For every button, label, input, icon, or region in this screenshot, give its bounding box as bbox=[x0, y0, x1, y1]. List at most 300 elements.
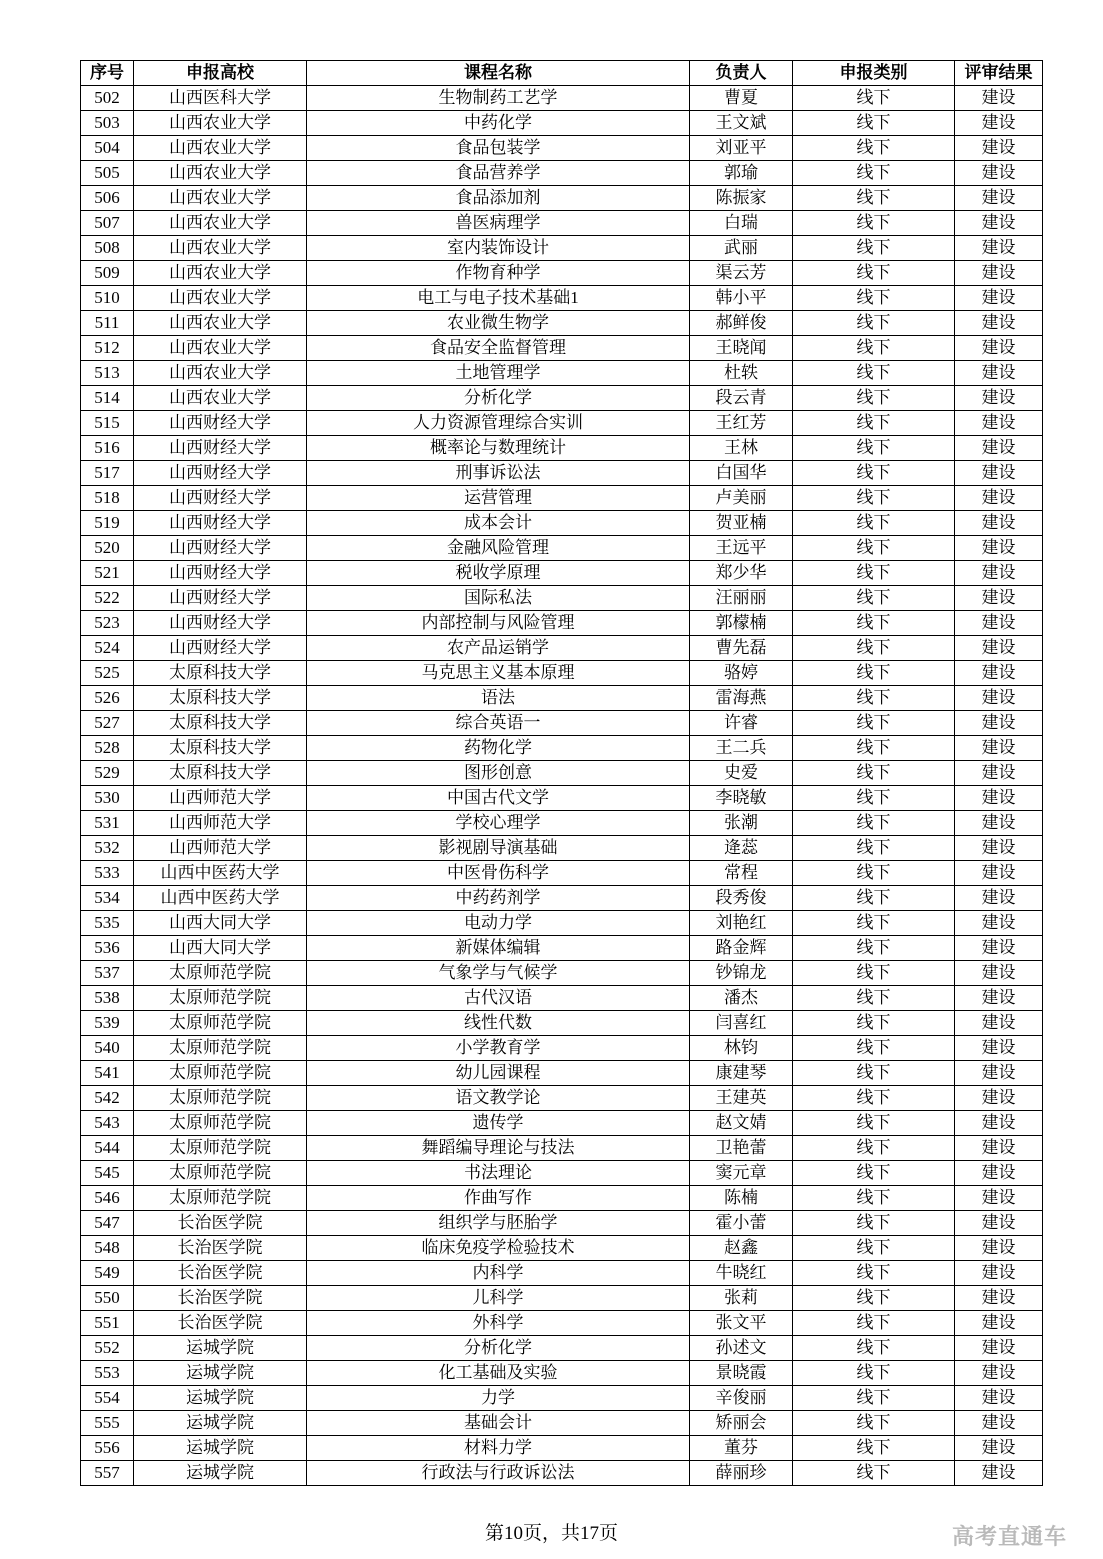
table-cell: 语法 bbox=[307, 686, 690, 711]
table-cell: 景晓霞 bbox=[690, 1361, 793, 1386]
table-cell: 山西中医药大学 bbox=[134, 886, 307, 911]
table-cell: 建设 bbox=[955, 811, 1043, 836]
table-cell: 线下 bbox=[793, 86, 955, 111]
table-cell: 土地管理学 bbox=[307, 361, 690, 386]
table-cell: 建设 bbox=[955, 586, 1043, 611]
table-row bbox=[81, 1361, 1043, 1386]
table-cell: 线下 bbox=[793, 236, 955, 261]
table-cell: 小学教育学 bbox=[307, 1036, 690, 1061]
table-cell: 太原师范学院 bbox=[134, 1011, 307, 1036]
table-cell: 电动力学 bbox=[307, 911, 690, 936]
table-cell: 中医骨伤科学 bbox=[307, 861, 690, 886]
table-cell: 长治医学院 bbox=[134, 1236, 307, 1261]
table-cell: 太原师范学院 bbox=[134, 1186, 307, 1211]
table-cell: 508 bbox=[81, 236, 134, 261]
table-row bbox=[81, 186, 1043, 211]
table-cell: 材料力学 bbox=[307, 1436, 690, 1461]
table-cell: 510 bbox=[81, 286, 134, 311]
table-cell: 太原科技大学 bbox=[134, 711, 307, 736]
table-cell: 528 bbox=[81, 736, 134, 761]
table-cell: 线下 bbox=[793, 261, 955, 286]
table-cell: 食品营养学 bbox=[307, 161, 690, 186]
table-cell: 郝鲜俊 bbox=[690, 311, 793, 336]
table-cell: 雷海燕 bbox=[690, 686, 793, 711]
table-cell: 运城学院 bbox=[134, 1461, 307, 1486]
table-cell: 520 bbox=[81, 536, 134, 561]
table-cell: 儿科学 bbox=[307, 1286, 690, 1311]
table-cell: 535 bbox=[81, 911, 134, 936]
table-cell: 建设 bbox=[955, 786, 1043, 811]
table-cell: 线下 bbox=[793, 386, 955, 411]
table-cell: 建设 bbox=[955, 486, 1043, 511]
table-row bbox=[81, 261, 1043, 286]
table-cell: 线性代数 bbox=[307, 1011, 690, 1036]
table-cell: 线下 bbox=[793, 161, 955, 186]
table-cell: 运城学院 bbox=[134, 1336, 307, 1361]
table-cell: 建设 bbox=[955, 911, 1043, 936]
table-cell: 512 bbox=[81, 336, 134, 361]
table-cell: 521 bbox=[81, 561, 134, 586]
table-cell: 线下 bbox=[793, 586, 955, 611]
table-cell: 山西财经大学 bbox=[134, 636, 307, 661]
table-cell: 建设 bbox=[955, 636, 1043, 661]
table-cell: 学校心理学 bbox=[307, 811, 690, 836]
table-cell: 建设 bbox=[955, 261, 1043, 286]
table-cell: 张潮 bbox=[690, 811, 793, 836]
table-cell: 内部控制与风险管理 bbox=[307, 611, 690, 636]
table-row bbox=[81, 511, 1043, 536]
table-cell: 山西财经大学 bbox=[134, 461, 307, 486]
table-cell: 太原师范学院 bbox=[134, 961, 307, 986]
table-cell: 辛俊丽 bbox=[690, 1386, 793, 1411]
table-cell: 外科学 bbox=[307, 1311, 690, 1336]
table-cell: 张莉 bbox=[690, 1286, 793, 1311]
table-row bbox=[81, 661, 1043, 686]
table-cell: 作曲写作 bbox=[307, 1186, 690, 1211]
table-cell: 食品添加剂 bbox=[307, 186, 690, 211]
table-cell: 建设 bbox=[955, 1211, 1043, 1236]
table-row bbox=[81, 536, 1043, 561]
table-cell: 遗传学 bbox=[307, 1111, 690, 1136]
table-cell: 线下 bbox=[793, 736, 955, 761]
table-cell: 新媒体编辑 bbox=[307, 936, 690, 961]
table-cell: 山西农业大学 bbox=[134, 186, 307, 211]
table-cell: 线下 bbox=[793, 686, 955, 711]
table-row bbox=[81, 1061, 1043, 1086]
table-cell: 山西财经大学 bbox=[134, 411, 307, 436]
table-cell: 建设 bbox=[955, 686, 1043, 711]
table-cell: 建设 bbox=[955, 1286, 1043, 1311]
table-cell: 建设 bbox=[955, 511, 1043, 536]
table-cell: 运城学院 bbox=[134, 1436, 307, 1461]
table-cell: 赵文婧 bbox=[690, 1111, 793, 1136]
table-row bbox=[81, 636, 1043, 661]
table-cell: 线下 bbox=[793, 611, 955, 636]
table-cell: 536 bbox=[81, 936, 134, 961]
table-cell: 建设 bbox=[955, 1311, 1043, 1336]
table-cell: 542 bbox=[81, 1086, 134, 1111]
table-row bbox=[81, 311, 1043, 336]
table-cell: 建设 bbox=[955, 1336, 1043, 1361]
table-row bbox=[81, 411, 1043, 436]
table-cell: 太原师范学院 bbox=[134, 1036, 307, 1061]
column-header: 评审结果 bbox=[955, 61, 1043, 86]
table-cell: 内科学 bbox=[307, 1261, 690, 1286]
table-cell: 线下 bbox=[793, 186, 955, 211]
table-row bbox=[81, 786, 1043, 811]
table-cell: 线下 bbox=[793, 786, 955, 811]
table-row bbox=[81, 336, 1043, 361]
table-cell: 534 bbox=[81, 886, 134, 911]
table-cell: 化工基础及实验 bbox=[307, 1361, 690, 1386]
table-cell: 539 bbox=[81, 1011, 134, 1036]
table-cell: 牛晓红 bbox=[690, 1261, 793, 1286]
table-cell: 王二兵 bbox=[690, 736, 793, 761]
table-row bbox=[81, 1211, 1043, 1236]
table-cell: 王文斌 bbox=[690, 111, 793, 136]
table-cell: 557 bbox=[81, 1461, 134, 1486]
table-cell: 语文教学论 bbox=[307, 1086, 690, 1111]
table-cell: 建设 bbox=[955, 136, 1043, 161]
table-cell: 农业微生物学 bbox=[307, 311, 690, 336]
table-cell: 建设 bbox=[955, 336, 1043, 361]
table-cell: 线下 bbox=[793, 836, 955, 861]
table-row bbox=[81, 1311, 1043, 1336]
table-row bbox=[81, 861, 1043, 886]
table-cell: 山西农业大学 bbox=[134, 236, 307, 261]
table-row bbox=[81, 961, 1043, 986]
table-cell: 线下 bbox=[793, 461, 955, 486]
table-cell: 金融风险管理 bbox=[307, 536, 690, 561]
table-cell: 540 bbox=[81, 1036, 134, 1061]
table-row bbox=[81, 486, 1043, 511]
table-cell: 505 bbox=[81, 161, 134, 186]
table-cell: 太原科技大学 bbox=[134, 686, 307, 711]
table-row bbox=[81, 1236, 1043, 1261]
table-cell: 线下 bbox=[793, 986, 955, 1011]
table-cell: 山西师范大学 bbox=[134, 811, 307, 836]
table-row bbox=[81, 361, 1043, 386]
table-cell: 山西大同大学 bbox=[134, 936, 307, 961]
table-cell: 国际私法 bbox=[307, 586, 690, 611]
column-header: 负责人 bbox=[690, 61, 793, 86]
table-cell: 533 bbox=[81, 861, 134, 886]
table-cell: 影视剧导演基础 bbox=[307, 836, 690, 861]
table-row bbox=[81, 1286, 1043, 1311]
table-cell: 线下 bbox=[793, 361, 955, 386]
table-cell: 线下 bbox=[793, 1161, 955, 1186]
table-cell: 建设 bbox=[955, 1236, 1043, 1261]
table-cell: 刘亚平 bbox=[690, 136, 793, 161]
table-cell: 541 bbox=[81, 1061, 134, 1086]
table-cell: 建设 bbox=[955, 561, 1043, 586]
table-row bbox=[81, 86, 1043, 111]
table-cell: 汪丽丽 bbox=[690, 586, 793, 611]
table-cell: 室内装饰设计 bbox=[307, 236, 690, 261]
table-cell: 郭瑜 bbox=[690, 161, 793, 186]
table-cell: 运城学院 bbox=[134, 1361, 307, 1386]
table-cell: 线下 bbox=[793, 761, 955, 786]
table-row bbox=[81, 1186, 1043, 1211]
table-cell: 太原师范学院 bbox=[134, 1136, 307, 1161]
table-row bbox=[81, 736, 1043, 761]
table-cell: 建设 bbox=[955, 1161, 1043, 1186]
table-cell: 建设 bbox=[955, 1136, 1043, 1161]
table-row bbox=[81, 1386, 1043, 1411]
table-cell: 山西财经大学 bbox=[134, 536, 307, 561]
table-cell: 531 bbox=[81, 811, 134, 836]
table-cell: 线下 bbox=[793, 1111, 955, 1136]
table-cell: 曹夏 bbox=[690, 86, 793, 111]
table-cell: 513 bbox=[81, 361, 134, 386]
table-cell: 线下 bbox=[793, 1236, 955, 1261]
watermark-text: 高考直通车 bbox=[951, 1524, 1067, 1549]
table-cell: 线下 bbox=[793, 636, 955, 661]
table-row bbox=[81, 211, 1043, 236]
table-cell: 建设 bbox=[955, 1461, 1043, 1486]
course-review-table bbox=[80, 60, 1043, 1486]
table-cell: 525 bbox=[81, 661, 134, 686]
table-cell: 建设 bbox=[955, 386, 1043, 411]
table-cell: 潘杰 bbox=[690, 986, 793, 1011]
table-cell: 551 bbox=[81, 1311, 134, 1336]
table-body bbox=[81, 86, 1043, 1486]
table-cell: 建设 bbox=[955, 1061, 1043, 1086]
table-cell: 线下 bbox=[793, 336, 955, 361]
table-cell: 太原科技大学 bbox=[134, 761, 307, 786]
table-cell: 山西财经大学 bbox=[134, 511, 307, 536]
table-cell: 线下 bbox=[793, 886, 955, 911]
table-row bbox=[81, 886, 1043, 911]
table-row bbox=[81, 1336, 1043, 1361]
table-cell: 李晓敏 bbox=[690, 786, 793, 811]
table-cell: 518 bbox=[81, 486, 134, 511]
table-cell: 陈楠 bbox=[690, 1186, 793, 1211]
table-cell: 孙述文 bbox=[690, 1336, 793, 1361]
table-cell: 线下 bbox=[793, 1136, 955, 1161]
table-cell: 线下 bbox=[793, 311, 955, 336]
table-cell: 线下 bbox=[793, 1036, 955, 1061]
table-cell: 力学 bbox=[307, 1386, 690, 1411]
table-cell: 523 bbox=[81, 611, 134, 636]
table-cell: 矫丽会 bbox=[690, 1411, 793, 1436]
table-cell: 线下 bbox=[793, 661, 955, 686]
table-cell: 504 bbox=[81, 136, 134, 161]
table-row bbox=[81, 911, 1043, 936]
table-cell: 中药化学 bbox=[307, 111, 690, 136]
table-cell: 王红芳 bbox=[690, 411, 793, 436]
table-cell: 路金辉 bbox=[690, 936, 793, 961]
table-cell: 太原师范学院 bbox=[134, 1061, 307, 1086]
table-cell: 建设 bbox=[955, 1111, 1043, 1136]
table-cell: 山西中医药大学 bbox=[134, 861, 307, 886]
table-cell: 成本会计 bbox=[307, 511, 690, 536]
table-cell: 许睿 bbox=[690, 711, 793, 736]
table-cell: 薛丽珍 bbox=[690, 1461, 793, 1486]
table-cell: 503 bbox=[81, 111, 134, 136]
table-cell: 线下 bbox=[793, 436, 955, 461]
table-cell: 王林 bbox=[690, 436, 793, 461]
table-cell: 建设 bbox=[955, 711, 1043, 736]
table-cell: 书法理论 bbox=[307, 1161, 690, 1186]
table-cell: 线下 bbox=[793, 286, 955, 311]
table-cell: 山西农业大学 bbox=[134, 286, 307, 311]
table-cell: 舞蹈编导理论与技法 bbox=[307, 1136, 690, 1161]
table-cell: 建设 bbox=[955, 936, 1043, 961]
table-row bbox=[81, 1136, 1043, 1161]
table-cell: 502 bbox=[81, 86, 134, 111]
table-row bbox=[81, 811, 1043, 836]
table-cell: 基础会计 bbox=[307, 1411, 690, 1436]
table-cell: 作物育种学 bbox=[307, 261, 690, 286]
table-cell: 线下 bbox=[793, 1411, 955, 1436]
table-cell: 钞锦龙 bbox=[690, 961, 793, 986]
table-row bbox=[81, 1261, 1043, 1286]
table-cell: 郭檬楠 bbox=[690, 611, 793, 636]
table-cell: 山西财经大学 bbox=[134, 436, 307, 461]
table-row bbox=[81, 611, 1043, 636]
table-cell: 线下 bbox=[793, 411, 955, 436]
table-cell: 生物制药工艺学 bbox=[307, 86, 690, 111]
table-cell: 线下 bbox=[793, 511, 955, 536]
table-cell: 农产品运销学 bbox=[307, 636, 690, 661]
table-cell: 税收学原理 bbox=[307, 561, 690, 586]
table-cell: 王晓闻 bbox=[690, 336, 793, 361]
table-cell: 分析化学 bbox=[307, 386, 690, 411]
table-cell: 长治医学院 bbox=[134, 1311, 307, 1336]
table-row bbox=[81, 561, 1043, 586]
table-cell: 线下 bbox=[793, 561, 955, 586]
table-cell: 建设 bbox=[955, 961, 1043, 986]
table-cell: 547 bbox=[81, 1211, 134, 1236]
table-cell: 山西医科大学 bbox=[134, 86, 307, 111]
table-cell: 524 bbox=[81, 636, 134, 661]
table-cell: 中药药剂学 bbox=[307, 886, 690, 911]
table-cell: 建设 bbox=[955, 1086, 1043, 1111]
table-cell: 建设 bbox=[955, 111, 1043, 136]
table-row bbox=[81, 1111, 1043, 1136]
table-cell: 山西师范大学 bbox=[134, 786, 307, 811]
table-cell: 538 bbox=[81, 986, 134, 1011]
table-cell: 运城学院 bbox=[134, 1411, 307, 1436]
table-cell: 山西农业大学 bbox=[134, 261, 307, 286]
table-cell: 554 bbox=[81, 1386, 134, 1411]
table-cell: 建设 bbox=[955, 661, 1043, 686]
table-cell: 537 bbox=[81, 961, 134, 986]
table-cell: 山西农业大学 bbox=[134, 361, 307, 386]
table-cell: 522 bbox=[81, 586, 134, 611]
table-cell: 山西财经大学 bbox=[134, 561, 307, 586]
table-cell: 长治医学院 bbox=[134, 1286, 307, 1311]
table-cell: 线下 bbox=[793, 1286, 955, 1311]
table-header-row bbox=[81, 61, 1043, 86]
table-cell: 线下 bbox=[793, 911, 955, 936]
table-cell: 康建琴 bbox=[690, 1061, 793, 1086]
table-cell: 山西财经大学 bbox=[134, 486, 307, 511]
table-cell: 中国古代文学 bbox=[307, 786, 690, 811]
table-cell: 山西农业大学 bbox=[134, 336, 307, 361]
table-cell: 赵鑫 bbox=[690, 1236, 793, 1261]
table-cell: 常程 bbox=[690, 861, 793, 886]
table-row bbox=[81, 1161, 1043, 1186]
table-cell: 线下 bbox=[793, 1386, 955, 1411]
table-cell: 山西农业大学 bbox=[134, 211, 307, 236]
table-cell: 山西农业大学 bbox=[134, 111, 307, 136]
table-cell: 建设 bbox=[955, 436, 1043, 461]
table-cell: 古代汉语 bbox=[307, 986, 690, 1011]
table-cell: 贺亚楠 bbox=[690, 511, 793, 536]
table-cell: 太原师范学院 bbox=[134, 1161, 307, 1186]
table-cell: 555 bbox=[81, 1411, 134, 1436]
table-cell: 545 bbox=[81, 1161, 134, 1186]
table-cell: 段秀俊 bbox=[690, 886, 793, 911]
table-row bbox=[81, 386, 1043, 411]
table-cell: 553 bbox=[81, 1361, 134, 1386]
table-cell: 建设 bbox=[955, 886, 1043, 911]
table-cell: 段云青 bbox=[690, 386, 793, 411]
table-cell: 线下 bbox=[793, 486, 955, 511]
table-cell: 546 bbox=[81, 1186, 134, 1211]
table-cell: 山西农业大学 bbox=[134, 161, 307, 186]
table-cell: 线下 bbox=[793, 1436, 955, 1461]
table-cell: 516 bbox=[81, 436, 134, 461]
table-cell: 马克思主义基本原理 bbox=[307, 661, 690, 686]
table-cell: 线下 bbox=[793, 1311, 955, 1336]
table-cell: 白瑞 bbox=[690, 211, 793, 236]
table-cell: 线下 bbox=[793, 961, 955, 986]
table-row bbox=[81, 136, 1043, 161]
table-cell: 刘艳红 bbox=[690, 911, 793, 936]
table-cell: 分析化学 bbox=[307, 1336, 690, 1361]
table-cell: 线下 bbox=[793, 861, 955, 886]
table-cell: 兽医病理学 bbox=[307, 211, 690, 236]
table-cell: 建设 bbox=[955, 161, 1043, 186]
table-cell: 组织学与胚胎学 bbox=[307, 1211, 690, 1236]
table-cell: 线下 bbox=[793, 1186, 955, 1211]
table-cell: 行政法与行政诉讼法 bbox=[307, 1461, 690, 1486]
table-cell: 507 bbox=[81, 211, 134, 236]
table-cell: 线下 bbox=[793, 936, 955, 961]
table-row bbox=[81, 1461, 1043, 1486]
table-cell: 郑少华 bbox=[690, 561, 793, 586]
table-cell: 527 bbox=[81, 711, 134, 736]
table-cell: 食品安全监督管理 bbox=[307, 336, 690, 361]
table-cell: 建设 bbox=[955, 86, 1043, 111]
table-cell: 山西农业大学 bbox=[134, 311, 307, 336]
table-cell: 线下 bbox=[793, 1261, 955, 1286]
table-cell: 霍小蕾 bbox=[690, 1211, 793, 1236]
page-number-footer: 第10页，共17页 bbox=[484, 1523, 618, 1544]
table-cell: 线下 bbox=[793, 1461, 955, 1486]
table-cell: 548 bbox=[81, 1236, 134, 1261]
table-row bbox=[81, 711, 1043, 736]
table-cell: 建设 bbox=[955, 986, 1043, 1011]
table-cell: 综合英语一 bbox=[307, 711, 690, 736]
table-cell: 线下 bbox=[793, 1336, 955, 1361]
table-cell: 线下 bbox=[793, 1086, 955, 1111]
table-cell: 刑事诉讼法 bbox=[307, 461, 690, 486]
table-cell: 543 bbox=[81, 1111, 134, 1136]
table-row bbox=[81, 1036, 1043, 1061]
table-cell: 气象学与气候学 bbox=[307, 961, 690, 986]
table-row bbox=[81, 1411, 1043, 1436]
table-row bbox=[81, 586, 1043, 611]
table-cell: 山西农业大学 bbox=[134, 136, 307, 161]
table-cell: 530 bbox=[81, 786, 134, 811]
column-header: 申报类别 bbox=[793, 61, 955, 86]
table-cell: 长治医学院 bbox=[134, 1211, 307, 1236]
table-cell: 建设 bbox=[955, 461, 1043, 486]
